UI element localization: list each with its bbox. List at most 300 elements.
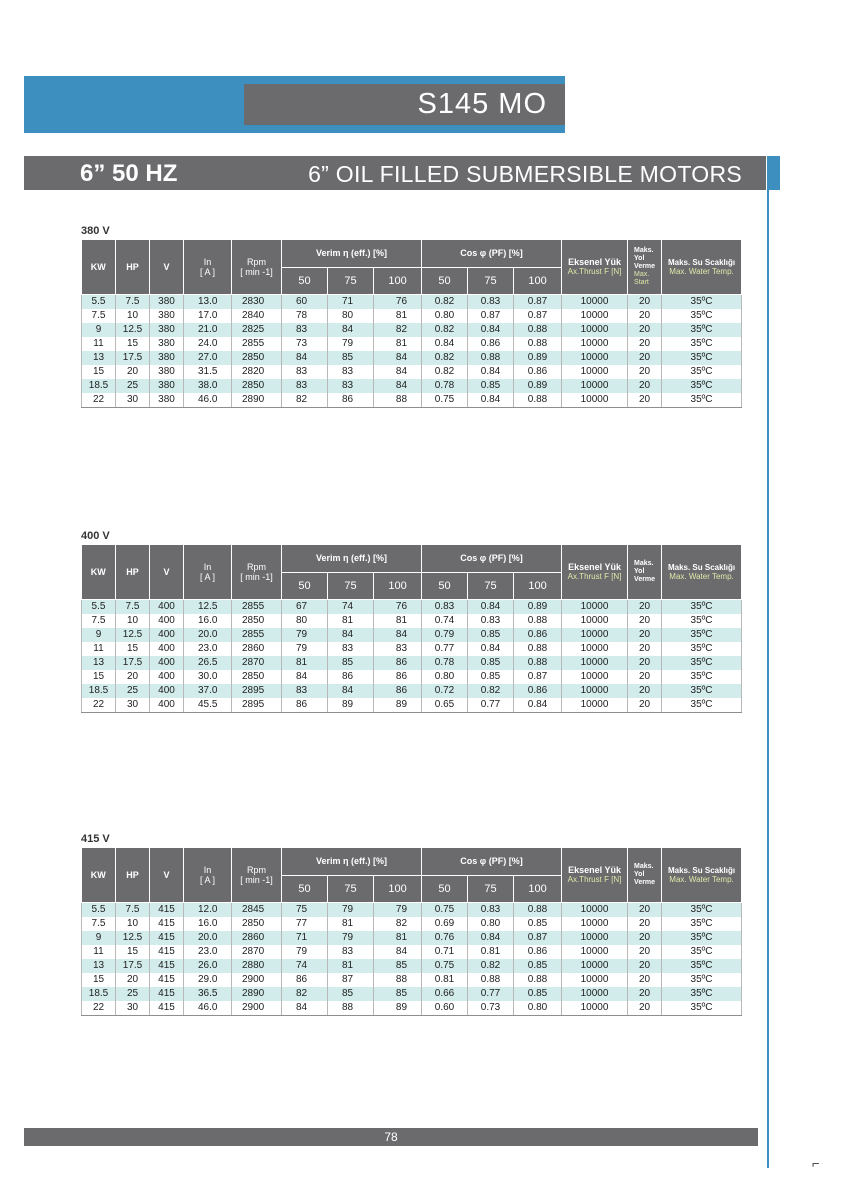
- cell-kw: 5.5: [82, 902, 116, 917]
- cell-pf-75: 0.84: [468, 931, 514, 945]
- table-row: [82, 902, 742, 917]
- cell-eff-100: 81: [374, 309, 422, 323]
- cell-eff-50: 67: [282, 599, 328, 614]
- cell-pf-75: 0.81: [468, 945, 514, 959]
- cell-thrust: 10000: [562, 294, 628, 309]
- footer-bar: [24, 1128, 758, 1146]
- cell-rpm: 2900: [232, 973, 282, 987]
- cell-thrust: 10000: [562, 379, 628, 393]
- cell-eff-100: 81: [374, 614, 422, 628]
- cell-hp: 30: [116, 1001, 150, 1016]
- cell-kw: 22: [82, 1001, 116, 1016]
- cell-eff-50: 82: [282, 393, 328, 408]
- cell-eff-75: 74: [328, 599, 374, 614]
- table-row: [82, 931, 742, 945]
- cell-hp: 12.5: [116, 628, 150, 642]
- cell-v: 415: [150, 917, 184, 931]
- col-header-power-factor: Cos φ (PF) [%]: [422, 848, 562, 875]
- cell-hp: 17.5: [116, 656, 150, 670]
- cell-start: 20: [628, 917, 662, 931]
- cell-start: 20: [628, 379, 662, 393]
- cell-temp: 35ºC: [662, 945, 742, 959]
- cell-kw: 7.5: [82, 917, 116, 931]
- cell-eff-50: 77: [282, 917, 328, 931]
- cell-eff-50: 86: [282, 973, 328, 987]
- cell-kw: 18.5: [82, 684, 116, 698]
- cell-v: 400: [150, 642, 184, 656]
- col-header-max-start: Maks. Yol Verme: [628, 848, 662, 902]
- table-row: [82, 379, 742, 393]
- col-header-eff-50: 50: [282, 875, 328, 902]
- table-row: [82, 642, 742, 656]
- cell-pf-100: 0.88: [514, 323, 562, 337]
- cell-hp: 20: [116, 973, 150, 987]
- cell-in: 17.0: [184, 309, 232, 323]
- cell-pf-100: 0.86: [514, 628, 562, 642]
- cell-pf-75: 0.83: [468, 614, 514, 628]
- col-header-hp: HP: [116, 240, 150, 294]
- cell-thrust: 10000: [562, 337, 628, 351]
- cell-start: 20: [628, 1001, 662, 1016]
- cell-thrust: 10000: [562, 684, 628, 698]
- cell-kw: 13: [82, 656, 116, 670]
- cell-pf-100: 0.80: [514, 1001, 562, 1016]
- cell-pf-50: 0.72: [422, 684, 468, 698]
- cell-pf-75: 0.80: [468, 917, 514, 931]
- cell-thrust: 10000: [562, 931, 628, 945]
- cell-in: 26.0: [184, 959, 232, 973]
- cell-eff-100: 84: [374, 379, 422, 393]
- cell-pf-75: 0.83: [468, 294, 514, 309]
- cell-eff-100: 85: [374, 987, 422, 1001]
- cell-eff-50: 83: [282, 365, 328, 379]
- cell-rpm: 2850: [232, 670, 282, 684]
- cell-thrust: 10000: [562, 987, 628, 1001]
- cell-kw: 9: [82, 323, 116, 337]
- cell-in: 29.0: [184, 973, 232, 987]
- cell-in: 45.5: [184, 698, 232, 713]
- cell-eff-75: 84: [328, 684, 374, 698]
- cell-temp: 35ºC: [662, 294, 742, 309]
- cell-eff-50: 75: [282, 902, 328, 917]
- cell-pf-75: 0.84: [468, 323, 514, 337]
- col-header-pf-50: 50: [422, 572, 468, 599]
- side-blue-tab: [768, 156, 780, 190]
- cell-temp: 35ºC: [662, 987, 742, 1001]
- table-row: [82, 337, 742, 351]
- cell-v: 380: [150, 309, 184, 323]
- cell-eff-75: 81: [328, 614, 374, 628]
- cell-eff-50: 84: [282, 1001, 328, 1016]
- cell-hp: 12.5: [116, 323, 150, 337]
- cell-eff-100: 85: [374, 959, 422, 973]
- cell-thrust: 10000: [562, 614, 628, 628]
- col-header-eff-75: 75: [328, 875, 374, 902]
- cell-temp: 35ºC: [662, 351, 742, 365]
- cell-in: 12.0: [184, 902, 232, 917]
- cell-v: 380: [150, 337, 184, 351]
- cell-thrust: 10000: [562, 973, 628, 987]
- cell-in: 46.0: [184, 1001, 232, 1016]
- table-row: [82, 614, 742, 628]
- cell-hp: 17.5: [116, 959, 150, 973]
- cell-hp: 20: [116, 670, 150, 684]
- table-row: [82, 599, 742, 614]
- col-header-v: V: [150, 240, 184, 294]
- table-row: [82, 393, 742, 408]
- cell-start: 20: [628, 351, 662, 365]
- cell-in: 24.0: [184, 337, 232, 351]
- cell-pf-100: 0.84: [514, 698, 562, 713]
- col-header-pf-100: 100: [514, 875, 562, 902]
- cell-start: 20: [628, 337, 662, 351]
- cell-eff-50: 79: [282, 628, 328, 642]
- cell-rpm: 2890: [232, 393, 282, 408]
- col-header-efficiency: Verim η (eff.) [%]: [282, 545, 422, 572]
- col-header-v: V: [150, 848, 184, 902]
- table-row: [82, 987, 742, 1001]
- voltage-label-380: 380 V: [81, 225, 110, 237]
- table-row: [82, 656, 742, 670]
- cell-v: 400: [150, 656, 184, 670]
- cell-thrust: 10000: [562, 309, 628, 323]
- cell-start: 20: [628, 902, 662, 917]
- cell-pf-50: 0.81: [422, 973, 468, 987]
- cell-eff-50: 73: [282, 337, 328, 351]
- cell-hp: 25: [116, 379, 150, 393]
- cell-rpm: 2880: [232, 959, 282, 973]
- cell-pf-50: 0.75: [422, 902, 468, 917]
- cell-in: 38.0: [184, 379, 232, 393]
- table-row: [82, 959, 742, 973]
- spec-table-400v: [81, 545, 742, 713]
- cell-in: 16.0: [184, 614, 232, 628]
- cell-pf-100: 0.88: [514, 973, 562, 987]
- col-header-eff-100: 100: [374, 875, 422, 902]
- col-header-max-temp: Maks. Su Scaklığı Max. Water Temp.: [662, 545, 742, 599]
- cell-pf-50: 0.66: [422, 987, 468, 1001]
- cell-kw: 18.5: [82, 987, 116, 1001]
- cell-pf-75: 0.88: [468, 351, 514, 365]
- cell-eff-75: 81: [328, 959, 374, 973]
- cell-in: 30.0: [184, 670, 232, 684]
- cell-thrust: 10000: [562, 698, 628, 713]
- cell-v: 400: [150, 599, 184, 614]
- cell-pf-100: 0.85: [514, 987, 562, 1001]
- cell-eff-50: 79: [282, 642, 328, 656]
- cell-v: 400: [150, 684, 184, 698]
- cell-thrust: 10000: [562, 959, 628, 973]
- table-row: [82, 323, 742, 337]
- cell-eff-50: 60: [282, 294, 328, 309]
- cell-thrust: 10000: [562, 365, 628, 379]
- side-blue-line: [767, 156, 769, 1168]
- cell-eff-75: 83: [328, 642, 374, 656]
- col-header-in: In [ A ]: [184, 848, 232, 902]
- cell-rpm: 2830: [232, 294, 282, 309]
- cell-v: 415: [150, 902, 184, 917]
- cell-temp: 35ºC: [662, 1001, 742, 1016]
- cell-eff-50: 86: [282, 698, 328, 713]
- cell-eff-50: 83: [282, 379, 328, 393]
- cell-start: 20: [628, 393, 662, 408]
- cell-pf-75: 0.88: [468, 973, 514, 987]
- cell-eff-75: 86: [328, 670, 374, 684]
- cell-hp: 25: [116, 684, 150, 698]
- col-header-in: In [ A ]: [184, 545, 232, 599]
- cell-pf-75: 0.85: [468, 379, 514, 393]
- cell-eff-75: 84: [328, 628, 374, 642]
- col-header-max-start: Maks. Yol Verme Max. Start: [628, 240, 662, 294]
- col-header-pf-75: 75: [468, 875, 514, 902]
- cell-v: 415: [150, 973, 184, 987]
- cell-eff-50: 83: [282, 323, 328, 337]
- cell-in: 13.0: [184, 294, 232, 309]
- cell-start: 20: [628, 642, 662, 656]
- table-row: [82, 309, 742, 323]
- cell-kw: 22: [82, 698, 116, 713]
- col-header-hp: HP: [116, 848, 150, 902]
- cell-eff-100: 86: [374, 670, 422, 684]
- spec-table-415v: [81, 848, 742, 1016]
- cell-pf-75: 0.85: [468, 628, 514, 642]
- cell-rpm: 2820: [232, 365, 282, 379]
- cell-kw: 5.5: [82, 294, 116, 309]
- cell-pf-75: 0.85: [468, 656, 514, 670]
- table-row: [82, 365, 742, 379]
- cell-rpm: 2860: [232, 931, 282, 945]
- cell-eff-75: 83: [328, 379, 374, 393]
- cell-eff-75: 79: [328, 902, 374, 917]
- cell-kw: 13: [82, 351, 116, 365]
- cell-in: 27.0: [184, 351, 232, 365]
- cell-pf-75: 0.73: [468, 1001, 514, 1016]
- cell-pf-100: 0.88: [514, 337, 562, 351]
- cell-in: 12.5: [184, 599, 232, 614]
- table-row: [82, 351, 742, 365]
- cell-temp: 35ºC: [662, 309, 742, 323]
- cell-rpm: 2895: [232, 684, 282, 698]
- cell-temp: 35ºC: [662, 959, 742, 973]
- cell-pf-50: 0.74: [422, 614, 468, 628]
- cell-temp: 35ºC: [662, 670, 742, 684]
- cell-temp: 35ºC: [662, 931, 742, 945]
- cell-pf-100: 0.86: [514, 945, 562, 959]
- cell-eff-50: 78: [282, 309, 328, 323]
- cell-pf-100: 0.89: [514, 599, 562, 614]
- cell-rpm: 2900: [232, 1001, 282, 1016]
- cell-in: 36.5: [184, 987, 232, 1001]
- cell-in: 21.0: [184, 323, 232, 337]
- col-header-eff-50: 50: [282, 572, 328, 599]
- cell-hp: 30: [116, 393, 150, 408]
- cell-start: 20: [628, 959, 662, 973]
- cell-kw: 9: [82, 931, 116, 945]
- col-header-rpm: Rpm [ min -1]: [232, 848, 282, 902]
- cell-start: 20: [628, 931, 662, 945]
- col-header-thrust: Eksenel Yük Ax.Thrust F [N]: [562, 545, 628, 599]
- cell-temp: 35ºC: [662, 698, 742, 713]
- cell-pf-50: 0.69: [422, 917, 468, 931]
- cell-rpm: 2870: [232, 945, 282, 959]
- subheader-bar: [24, 156, 766, 190]
- cell-pf-75: 0.84: [468, 365, 514, 379]
- table-row: [82, 698, 742, 713]
- cell-pf-50: 0.60: [422, 1001, 468, 1016]
- cell-pf-50: 0.76: [422, 931, 468, 945]
- cell-rpm: 2850: [232, 917, 282, 931]
- col-header-power-factor: Cos φ (PF) [%]: [422, 545, 562, 572]
- cell-eff-100: 86: [374, 684, 422, 698]
- cell-thrust: 10000: [562, 628, 628, 642]
- cell-eff-100: 76: [374, 599, 422, 614]
- cell-hp: 20: [116, 365, 150, 379]
- cell-pf-100: 0.88: [514, 393, 562, 408]
- cell-in: 20.0: [184, 931, 232, 945]
- cell-eff-75: 79: [328, 337, 374, 351]
- cell-eff-75: 85: [328, 656, 374, 670]
- cell-kw: 15: [82, 365, 116, 379]
- cell-eff-75: 86: [328, 393, 374, 408]
- cell-hp: 10: [116, 309, 150, 323]
- cell-pf-50: 0.84: [422, 337, 468, 351]
- cell-eff-50: 83: [282, 684, 328, 698]
- cell-rpm: 2860: [232, 642, 282, 656]
- cell-pf-50: 0.83: [422, 599, 468, 614]
- cell-eff-50: 74: [282, 959, 328, 973]
- cell-pf-50: 0.79: [422, 628, 468, 642]
- cell-start: 20: [628, 698, 662, 713]
- table-row: [82, 684, 742, 698]
- table-row: [82, 670, 742, 684]
- col-header-v: V: [150, 545, 184, 599]
- cell-start: 20: [628, 365, 662, 379]
- cell-eff-75: 87: [328, 973, 374, 987]
- col-header-pf-50: 50: [422, 875, 468, 902]
- corner-mark: ⌐: [812, 1156, 820, 1171]
- cell-pf-50: 0.75: [422, 393, 468, 408]
- table-row: [82, 917, 742, 931]
- cell-pf-50: 0.80: [422, 309, 468, 323]
- cell-v: 415: [150, 945, 184, 959]
- cell-rpm: 2850: [232, 351, 282, 365]
- cell-hp: 15: [116, 642, 150, 656]
- cell-pf-75: 0.84: [468, 642, 514, 656]
- cell-eff-50: 71: [282, 931, 328, 945]
- cell-thrust: 10000: [562, 917, 628, 931]
- cell-temp: 35ºC: [662, 323, 742, 337]
- cell-v: 380: [150, 393, 184, 408]
- cell-kw: 11: [82, 337, 116, 351]
- cell-v: 380: [150, 379, 184, 393]
- col-header-efficiency: Verim η (eff.) [%]: [282, 240, 422, 267]
- col-header-eff-75: 75: [328, 572, 374, 599]
- cell-pf-50: 0.77: [422, 642, 468, 656]
- cell-eff-100: 82: [374, 917, 422, 931]
- cell-eff-75: 81: [328, 917, 374, 931]
- cell-temp: 35ºC: [662, 917, 742, 931]
- cell-rpm: 2855: [232, 628, 282, 642]
- cell-kw: 7.5: [82, 309, 116, 323]
- cell-hp: 7.5: [116, 902, 150, 917]
- cell-v: 415: [150, 959, 184, 973]
- spec-table-380v: [81, 240, 742, 408]
- cell-eff-100: 83: [374, 642, 422, 656]
- cell-pf-50: 0.82: [422, 351, 468, 365]
- cell-pf-50: 0.82: [422, 294, 468, 309]
- col-header-eff-100: 100: [374, 267, 422, 294]
- cell-kw: 7.5: [82, 614, 116, 628]
- cell-in: 20.0: [184, 628, 232, 642]
- cell-hp: 15: [116, 337, 150, 351]
- cell-thrust: 10000: [562, 323, 628, 337]
- cell-pf-100: 0.85: [514, 917, 562, 931]
- cell-eff-100: 84: [374, 351, 422, 365]
- cell-start: 20: [628, 987, 662, 1001]
- cell-eff-100: 84: [374, 365, 422, 379]
- cell-pf-100: 0.87: [514, 931, 562, 945]
- cell-eff-75: 89: [328, 698, 374, 713]
- cell-temp: 35ºC: [662, 628, 742, 642]
- cell-v: 380: [150, 351, 184, 365]
- cell-start: 20: [628, 973, 662, 987]
- model-title: S145 MO: [244, 84, 565, 125]
- col-header-kw: KW: [82, 848, 116, 902]
- cell-eff-75: 84: [328, 323, 374, 337]
- cell-pf-50: 0.82: [422, 323, 468, 337]
- cell-rpm: 2840: [232, 309, 282, 323]
- cell-thrust: 10000: [562, 902, 628, 917]
- col-header-thrust: Eksenel Yük Ax.Thrust F [N]: [562, 848, 628, 902]
- cell-eff-75: 83: [328, 945, 374, 959]
- cell-thrust: 10000: [562, 393, 628, 408]
- cell-pf-75: 0.82: [468, 684, 514, 698]
- cell-eff-50: 82: [282, 987, 328, 1001]
- cell-eff-50: 84: [282, 351, 328, 365]
- cell-start: 20: [628, 656, 662, 670]
- col-header-pf-100: 100: [514, 267, 562, 294]
- table-row: [82, 973, 742, 987]
- cell-eff-75: 71: [328, 294, 374, 309]
- cell-rpm: 2845: [232, 902, 282, 917]
- col-header-rpm: Rpm [ min -1]: [232, 240, 282, 294]
- cell-rpm: 2850: [232, 379, 282, 393]
- cell-in: 37.0: [184, 684, 232, 698]
- cell-eff-75: 88: [328, 1001, 374, 1016]
- cell-pf-100: 0.89: [514, 351, 562, 365]
- cell-v: 380: [150, 323, 184, 337]
- cell-pf-100: 0.88: [514, 614, 562, 628]
- cell-pf-75: 0.84: [468, 599, 514, 614]
- cell-pf-75: 0.84: [468, 393, 514, 408]
- col-header-efficiency: Verim η (eff.) [%]: [282, 848, 422, 875]
- cell-eff-100: 84: [374, 945, 422, 959]
- cell-start: 20: [628, 670, 662, 684]
- cell-in: 16.0: [184, 917, 232, 931]
- cell-temp: 35ºC: [662, 684, 742, 698]
- cell-start: 20: [628, 628, 662, 642]
- cell-pf-75: 0.86: [468, 337, 514, 351]
- cell-rpm: 2890: [232, 987, 282, 1001]
- table-row: [82, 945, 742, 959]
- cell-pf-100: 0.85: [514, 959, 562, 973]
- cell-temp: 35ºC: [662, 656, 742, 670]
- cell-pf-50: 0.71: [422, 945, 468, 959]
- cell-pf-75: 0.77: [468, 698, 514, 713]
- cell-start: 20: [628, 945, 662, 959]
- cell-kw: 11: [82, 642, 116, 656]
- cell-v: 415: [150, 987, 184, 1001]
